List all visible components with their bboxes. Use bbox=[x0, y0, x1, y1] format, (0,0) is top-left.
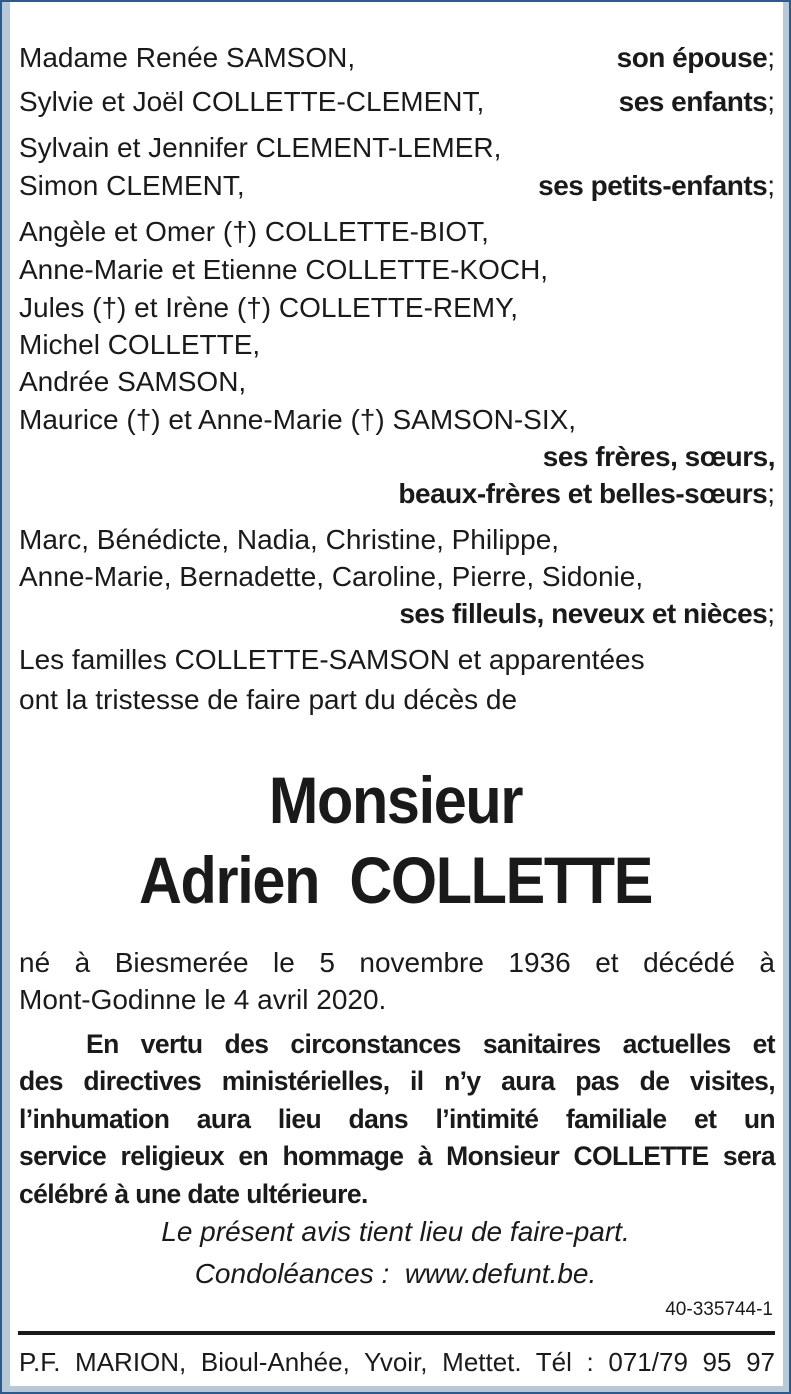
family-line: Sylvain et Jennifer CLEMENT-LEMER, bbox=[19, 132, 502, 163]
semicolon: ; bbox=[767, 598, 775, 629]
notice-line: En vertu des circonstances sanitaires actuelles et bbox=[86, 1029, 775, 1059]
relation: son épouse bbox=[616, 42, 768, 73]
family-line bbox=[19, 168, 775, 204]
semicolon: ; bbox=[767, 478, 775, 509]
family-name: Simon CLEMENT, bbox=[19, 170, 245, 201]
relation: beaux-frères et belles-sœurs bbox=[398, 478, 768, 509]
border-bottom bbox=[2, 1386, 789, 1392]
family-line: Jules (†) et Irène (†) COLLETTE-REMY, bbox=[19, 292, 518, 323]
notice-line: service religieux en hommage à Monsieur COLLETTE sera bbox=[19, 1141, 775, 1171]
family-line: Anne-Marie, Bernadette, Caroline, Pierre, Sidonie, bbox=[19, 561, 644, 592]
relation: ses enfants bbox=[618, 86, 768, 117]
relation-line bbox=[19, 476, 775, 512]
deceased-name: Adrien COLLETTE bbox=[139, 843, 653, 917]
condolences-link[interactable]: Condoléances : www.defunt.be. bbox=[194, 1258, 597, 1289]
family-line bbox=[19, 40, 775, 76]
notice-line: l’inhumation aura lieu dans l’intimité familiale et un bbox=[19, 1104, 775, 1134]
family-line: Maurice (†) et Anne-Marie (†) SAMSON-SIX, bbox=[19, 404, 577, 435]
family-line: ont la tristesse de faire part du décès de bbox=[19, 684, 518, 715]
family-line: Michel COLLETTE, bbox=[19, 329, 261, 360]
family-line: Les familles COLLETTE-SAMSON et apparentées bbox=[19, 644, 645, 675]
family-line: Marc, Bénédicte, Nadia, Christine, Philippe, bbox=[19, 524, 560, 555]
family-line bbox=[19, 84, 775, 120]
family-name: Madame Renée SAMSON, bbox=[19, 42, 356, 73]
relation: ses filleuls, neveux et nièces bbox=[399, 598, 768, 629]
family-name: Sylvie et Joël COLLETTE-CLEMENT, bbox=[19, 86, 485, 117]
birth-line: né à Biesmerée le 5 novembre 1936 et décédé à bbox=[19, 947, 775, 978]
semicolon: ; bbox=[767, 86, 775, 117]
birth-line: Mont-Godinne le 4 avril 2020. bbox=[19, 984, 387, 1015]
relation-line bbox=[19, 596, 775, 632]
notice-line: des directives ministérielles, il n’y aura pas de visites, bbox=[19, 1066, 775, 1096]
semicolon: ; bbox=[767, 42, 775, 73]
family-line: Andrée SAMSON, bbox=[19, 366, 247, 397]
divider bbox=[18, 1331, 775, 1335]
notice-line: célébré à une date ultérieure. bbox=[19, 1179, 368, 1209]
deceased-title: Monsieur bbox=[268, 763, 523, 837]
family-line: Angèle et Omer (†) COLLETTE-BIOT, bbox=[19, 216, 489, 247]
reference-number: 40-335744-1 bbox=[665, 1299, 773, 1320]
border-right bbox=[783, 2, 789, 1392]
semicolon: ; bbox=[767, 170, 775, 201]
border-left bbox=[2, 2, 10, 1392]
relation: ses frères, sœurs, bbox=[542, 441, 775, 472]
closing-line: Le présent avis tient lieu de faire-part. bbox=[161, 1216, 630, 1247]
family-line: Anne-Marie et Etienne COLLETTE-KOCH, bbox=[19, 254, 549, 285]
footer: P.F. MARION, Bioul-Anhée, Yvoir, Mettet. Tél : 071/79 95 97 bbox=[19, 1347, 775, 1377]
relation: ses petits-enfants bbox=[538, 170, 768, 201]
